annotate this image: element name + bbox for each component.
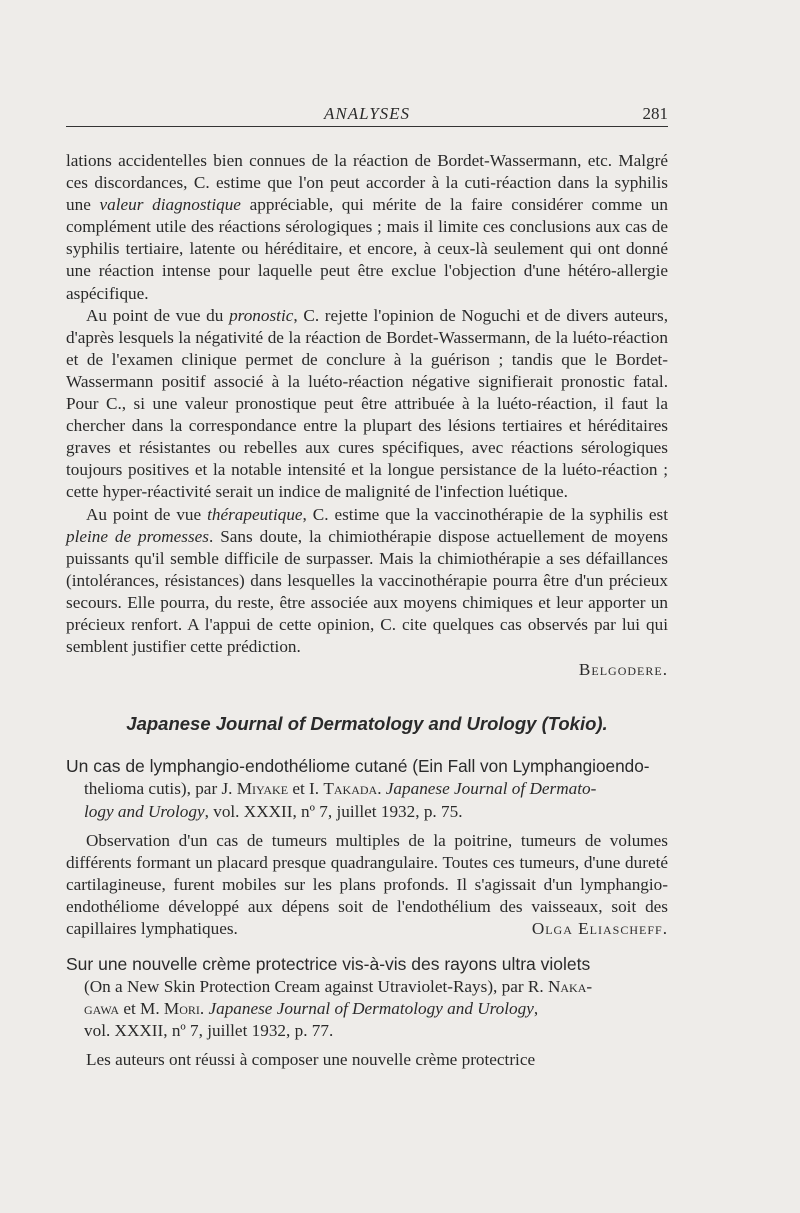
article-heading: Sur une nouvelle crème protectrice vis-à-vis des rayons ultra violets (On a New Skin Protection Cream against Utraviolet-Rays), par R. Naka- gawa et M. Mori. Japanese Journal of Dermatology and Urology, vol. XXXII, nº 7, juillet 1932, p. 77. [66,954,593,1041]
paragraph: Au point de vue thérapeutique, C. estime que la vaccinothérapie de la syphilis est pleine de promesses. Sans doute, la chimiothérapie dispose actuellement de moyens puissants qu'il semble difficile de surpasser. Mais la chimiothérapie a ses défaillances (intolérances, résistances) dans lesquelles la vaccinothérapie pourra être d'un précieux secours. Elle pourra, du reste, être associée aux moyens chimiques et leur apporter un précieux renfort. A l'appui de cette opinion, C. cite quelques cas observés par lui qui semblent justifier cette prédiction. [66,504,668,657]
paragraph: Les auteurs ont réussi à composer une nouvelle crème protectrice [86,1050,536,1070]
page-body [66,150,668,1072]
article-title: Un cas de lymphangio-endothéliome cutané [66,756,408,777]
paragraph: Au point de vue du pronostic, C. rejette l'opinion de Noguchi et de divers auteurs, d'après lesquels la négativité de la réaction de Bordet-Wassermann, de la luéto-réaction et de l'examen clinique permet de conclure à la guérison ; tandis que le Bordet-Wassermann positif associé à la luéto-réaction négative signifierait pronostic fatal. Pour C., si une valeur pronostique peut être attribuée à la luéto-réaction, il faut la chercher dans la correspondance entre la plupart des lésions tertiaires et héréditaires graves et résistantes ou rebelles aux cures spécifiques, avec réactions sérologiques toujours positives et la notable intensité et la longue persistance de la luéto-réaction ; cette hyper-réactivité serait un indice de malignité de l'infection luétique. [66,305,668,502]
reviewer-signature: Olga Eliascheff. [531,919,668,938]
author-name: Takada [323,779,378,799]
page-number: 281 [642,104,668,123]
paragraph: lations accidentelles bien connues de la réaction de Bordet-Wassermann, etc. Malgré ces discordances, C. estime que l'on peut accorder à la cuti-réaction dans la syphilis une valeur diagnostique appréciable, qui mérite de la faire considérer comme un complément utile des réactions sérologiques ; mais il limite ces conclusions aux cas de syphilis tertiaire, latente ou héréditaire, et encore, à ceux-là seulement qui ont donné une réaction intense pour laquelle peut être exclue l'objection d'une hétéro-allergie aspécifique. [66,151,668,303]
running-head: ANALYSES [323,104,411,123]
author-name: Mori [163,999,200,1019]
author-name: Naka- [547,977,593,997]
reviewer-signature: Belgodere. [578,660,668,680]
author-name: Miyake [236,779,289,799]
paragraph: Observation d'un cas de tumeurs multiples de la poitrine, tumeurs de volumes différents formant un placard presque quadrangulaire. Toutes ces tumeurs, d'une dureté cartilagineuse, furent mobiles sur les plans profonds. Il s'agissait d'un lymphangio-endothéliome développé aux dépens soit de l'endothélium des vaisseaux, soit des capillaires lymphatiques. Olga Eliascheff. [66,830,668,940]
page-header [66,104,668,127]
article-title: Sur une nouvelle crème protectrice vis-à-vis des rayons ultra violets [66,954,591,975]
journal-heading: Japanese Journal of Dermatology and Urology (Tokio). [126,713,608,735]
article-heading: Un cas de lymphangio-endothéliome cutané (Ein Fall von Lymphangioendo- thelioma cutis), par J. Miyake et I. Takada. Japanese Journal of Dermato- logy and Urology, vol. XXXII, nº 7, juillet 1932, p. 75. [66,756,650,821]
